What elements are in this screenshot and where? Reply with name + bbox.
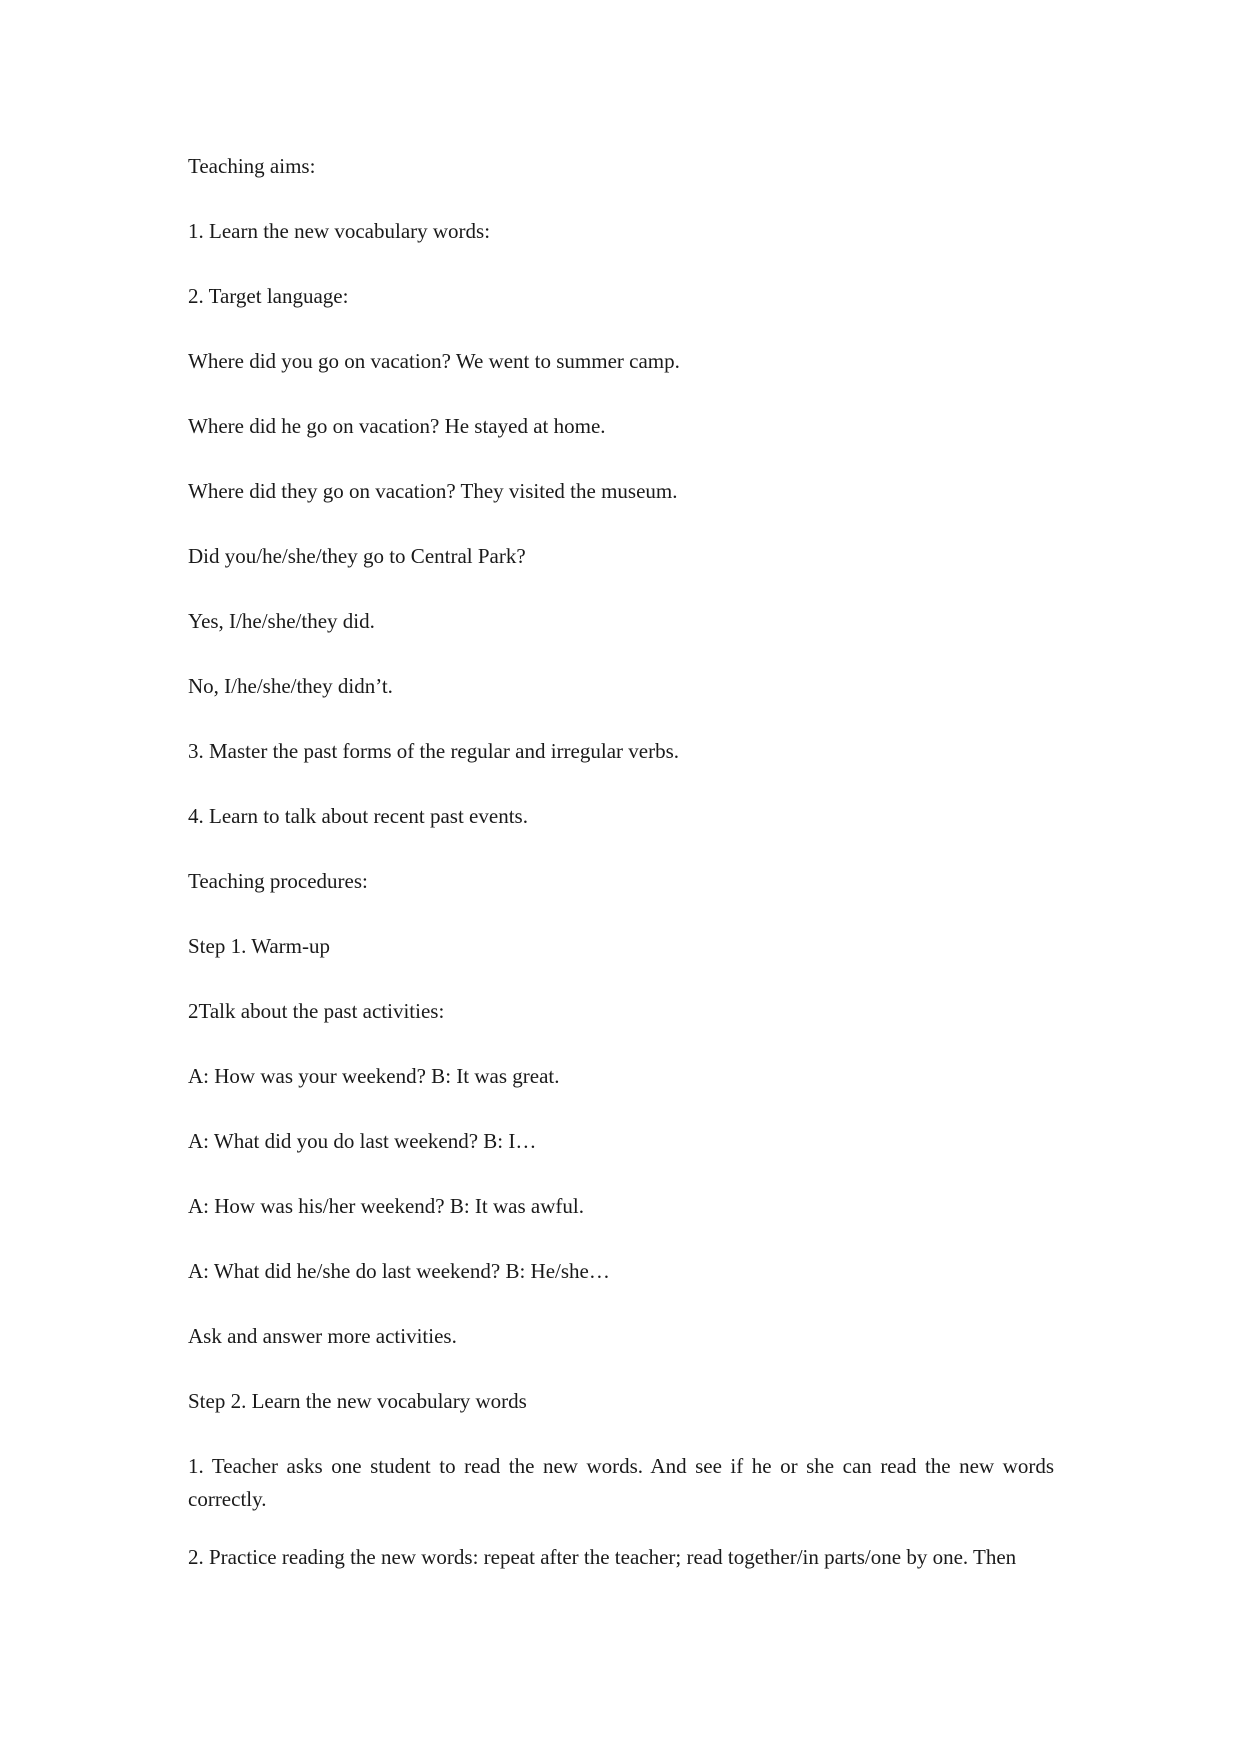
target-sentence: Where did he go on vacation? He stayed at home. bbox=[188, 414, 606, 438]
target-sentence: No, I/he/she/they didn’t. bbox=[188, 674, 393, 698]
target-sentence: Where did they go on vacation? They visited the museum. bbox=[188, 479, 678, 503]
target-sentence: Where did you go on vacation? We went to summer camp. bbox=[188, 349, 680, 373]
dialogue-line: A: What did you do last weekend? B: I… bbox=[188, 1129, 537, 1153]
step-2-item-2: 2. Practice reading the new words: repeat after the teacher; read together/in parts/one by one. Then bbox=[188, 1545, 1017, 1569]
aim-item-4: 4. Learn to talk about recent past events. bbox=[188, 804, 528, 828]
aim-item-2: 2. Target language: bbox=[188, 284, 349, 308]
step-1-heading: Step 1. Warm-up bbox=[188, 934, 330, 958]
dialogue-line: A: How was his/her weekend? B: It was awful. bbox=[188, 1194, 584, 1218]
target-sentence: Yes, I/he/she/they did. bbox=[188, 609, 375, 633]
aim-item-3: 3. Master the past forms of the regular and irregular verbs. bbox=[188, 739, 679, 763]
target-sentence: Did you/he/she/they go to Central Park? bbox=[188, 544, 526, 568]
step-2-item-1: 1. Teacher asks one student to read the new words. And see if he or she can read the new words correctly. bbox=[188, 1454, 1054, 1511]
step-2-heading: Step 2. Learn the new vocabulary words bbox=[188, 1389, 527, 1413]
dialogue-line: A: How was your weekend? B: It was great. bbox=[188, 1064, 560, 1088]
step-1-note: Ask and answer more activities. bbox=[188, 1324, 457, 1348]
heading-teaching-aims: Teaching aims: bbox=[188, 154, 316, 178]
heading-teaching-procedures: Teaching procedures: bbox=[188, 869, 368, 893]
step-1-item: 2Talk about the past activities: bbox=[188, 999, 445, 1023]
aim-item-1: 1. Learn the new vocabulary words: bbox=[188, 219, 491, 243]
dialogue-line: A: What did he/she do last weekend? B: He/she… bbox=[188, 1259, 610, 1283]
document-body bbox=[188, 150, 1054, 1599]
